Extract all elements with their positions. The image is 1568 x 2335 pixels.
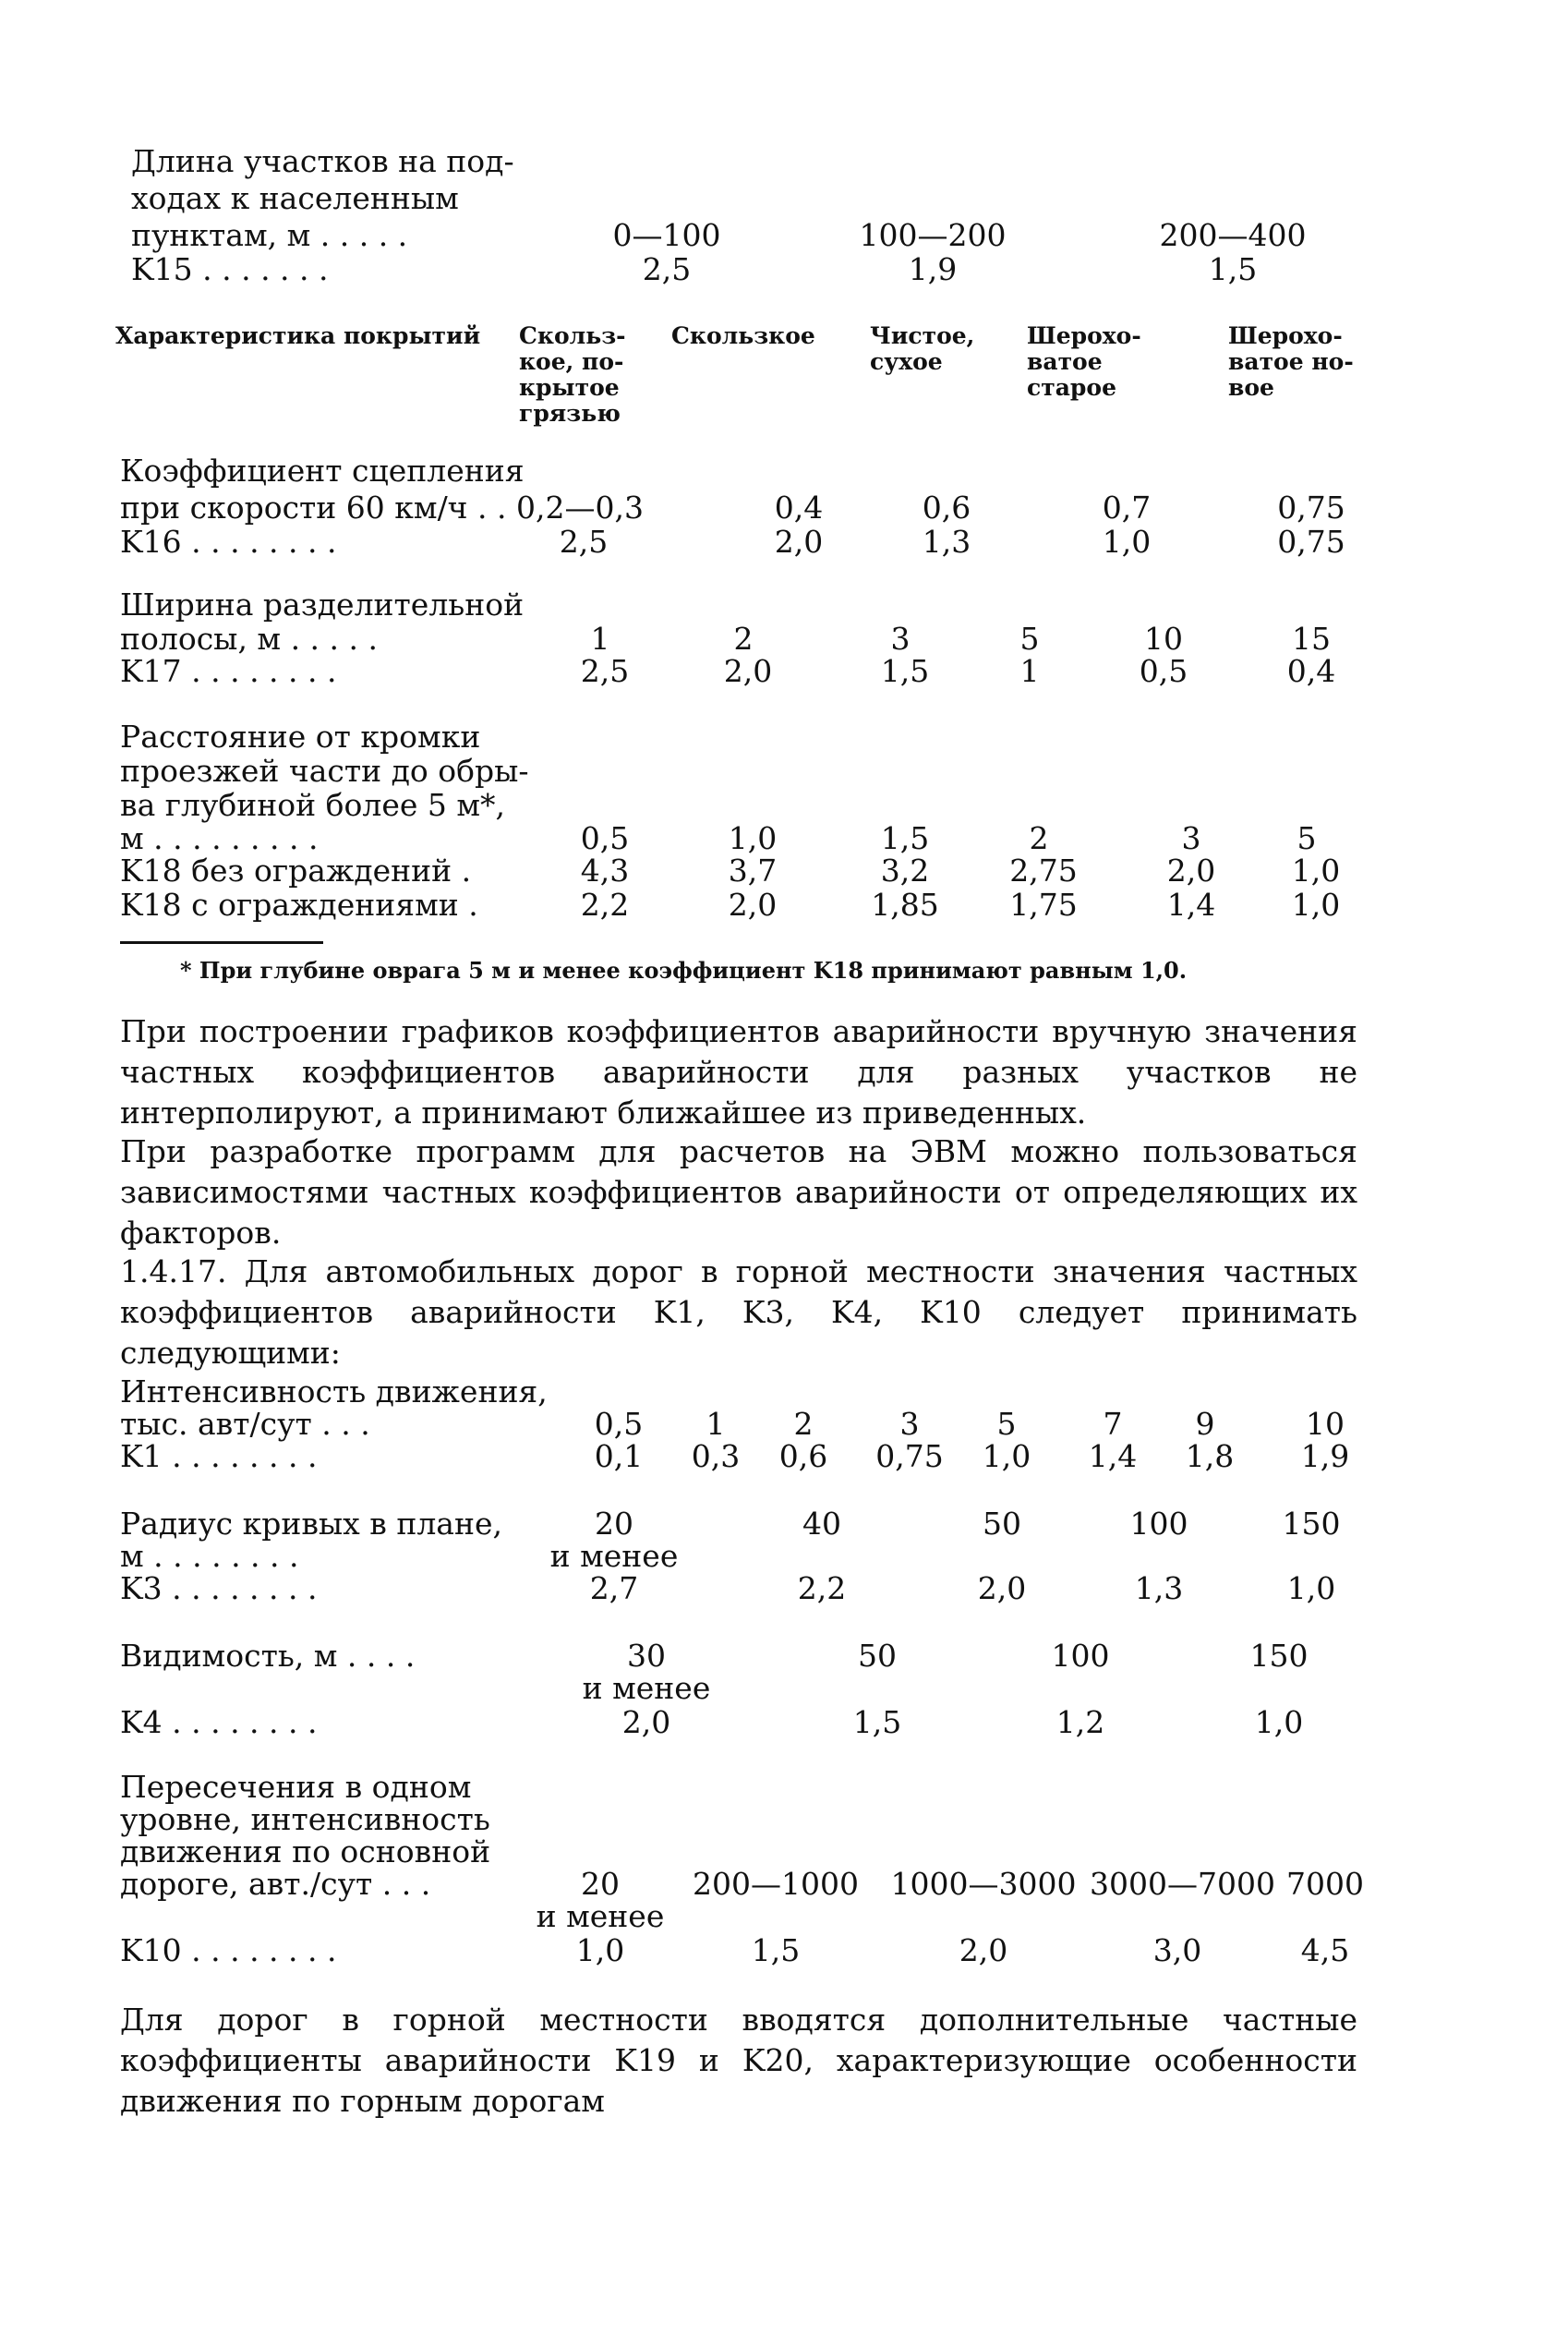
m2-sub: и менее (549, 1538, 679, 1574)
m4-label-3: движения по основной (120, 1833, 491, 1869)
s3-label-3: K17 . . . . . . . . (120, 653, 337, 689)
m3-label-1: Видимость, м . . . . (120, 1638, 416, 1674)
m1-value: 1 (706, 1406, 726, 1442)
s4-label-3: ва глубиной более 5 м*, (120, 787, 506, 823)
s4-dist: 0,5 (580, 820, 630, 856)
s4-dist: 2 (1029, 820, 1049, 856)
m4-k: 1,5 (751, 1932, 801, 1968)
s1-k: 1,5 (1208, 251, 1258, 287)
m2-k: 2,2 (797, 1570, 847, 1606)
m1-value: 9 (1195, 1406, 1215, 1442)
surface-header: Шерохо- ватое но- вое (1228, 322, 1354, 401)
m3-value: 30 (627, 1638, 666, 1674)
footnote: * При глубине оврага 5 м и менее коэффициент K18 принимают равным 1,0. (180, 957, 1188, 984)
s4-k-without: 1,0 (1291, 853, 1341, 889)
m1-label-1: Интенсивность движения, (120, 1373, 548, 1409)
m3-sub: и менее (582, 1670, 711, 1706)
m4-label-2: уровне, интенсивность (120, 1801, 490, 1837)
m2-value: 50 (983, 1506, 1021, 1542)
m4-k: 2,0 (959, 1932, 1008, 1968)
m1-value: 3 (899, 1406, 920, 1442)
s2-label-3: K16 . . . . . . . . (120, 524, 337, 560)
m4-label-1: Пересечения в одном (120, 1769, 472, 1805)
s4-label-4: м . . . . . . . . . (120, 820, 319, 856)
s4-k-without: 3,7 (728, 853, 778, 889)
s3-k: 1 (1019, 653, 1040, 689)
s3-width: 3 (890, 621, 911, 657)
s1-k: 1,9 (908, 251, 958, 287)
s3-label-1: Ширина разделительной (120, 587, 525, 623)
s4-label-2: проезжей части до обры- (120, 753, 529, 789)
s3-k: 0,4 (1286, 653, 1336, 689)
m4-sub: и менее (536, 1898, 665, 1934)
s4-k-with: 2,0 (728, 887, 778, 923)
s2-k: 0,75 (1277, 524, 1345, 560)
s3-k: 1,5 (880, 653, 930, 689)
s1-label-1: Длина участков на под- (131, 143, 514, 179)
s2-k: 2,0 (774, 524, 824, 560)
surface-header: Чистое, сухое (870, 322, 975, 375)
s3-width: 2 (733, 621, 754, 657)
s2-k: 2,5 (559, 524, 609, 560)
s4-k-with: 2,2 (580, 887, 630, 923)
m1-k: 1,0 (982, 1438, 1031, 1474)
m3-value: 50 (858, 1638, 897, 1674)
s4-dist: 1,5 (880, 820, 930, 856)
s4-k-with: 1,85 (871, 887, 939, 923)
m2-value: 40 (802, 1506, 841, 1542)
m1-k: 1,9 (1300, 1438, 1350, 1474)
s4-k-without: 2,0 (1166, 853, 1216, 889)
m1-k: 1,8 (1185, 1438, 1235, 1474)
s1-range: 100—200 (859, 217, 1007, 253)
s4-k-without: 3,2 (880, 853, 930, 889)
m1-value: 10 (1306, 1406, 1345, 1442)
m4-value: 3000—7000 (1090, 1866, 1275, 1902)
s2-coef: 0,75 (1277, 490, 1345, 526)
surface-header: Скользкое (671, 322, 815, 349)
m2-label-2: м . . . . . . . . (120, 1538, 299, 1574)
m3-label-2: K4 . . . . . . . . (120, 1704, 318, 1740)
m4-value: 1000—3000 (890, 1866, 1077, 1902)
m2-label-1: Радиус кривых в плане, (120, 1506, 502, 1542)
paragraph-4: Для дорог в горной местности вводятся дополнительные частные коэффициенты аварийности K19 и K20, характеризующие особенности движения по горным дорогам (120, 2002, 1357, 2119)
m2-k: 2,7 (589, 1570, 639, 1606)
footnote-rule (120, 941, 323, 944)
m1-label-2: тыс. авт/сут . . . (120, 1406, 370, 1442)
paragraph-3: 1.4.17. Для автомобильных дорог в горной местности значения частных коэффициентов аварийности K1, K3, K4, K10 следует принимать следующими: (120, 1253, 1357, 1371)
m1-k: 0,3 (691, 1438, 741, 1474)
s4-dist: 3 (1181, 820, 1201, 856)
m3-value: 150 (1249, 1638, 1309, 1674)
m2-value: 150 (1282, 1506, 1341, 1542)
s1-label-2: ходах к населенным (131, 180, 459, 216)
m2-k: 1,0 (1286, 1570, 1336, 1606)
m3-k: 1,5 (852, 1704, 902, 1740)
surface-header: Шерохо- ватое старое (1027, 322, 1141, 401)
s1-k: 2,5 (642, 251, 692, 287)
s3-width: 5 (1019, 621, 1040, 657)
m1-k: 0,75 (875, 1438, 944, 1474)
s1-label-4: K15 . . . . . . . (131, 251, 329, 287)
s2-coef: 0,7 (1102, 490, 1152, 526)
m2-value: 100 (1129, 1506, 1188, 1542)
s1-label-3: пунктам, м . . . . . (131, 217, 408, 253)
m4-label-4: дороге, авт./сут . . . (120, 1866, 431, 1902)
m1-k: 0,6 (778, 1438, 828, 1474)
s4-dist: 1,0 (728, 820, 778, 856)
s2-coef: 0,6 (922, 490, 971, 526)
m1-k: 0,1 (594, 1438, 644, 1474)
m3-k: 1,0 (1254, 1704, 1304, 1740)
s3-width: 1 (590, 621, 610, 657)
m3-value: 100 (1051, 1638, 1110, 1674)
s4-k-with: 1,75 (1009, 887, 1078, 923)
s1-range: 0—100 (612, 217, 721, 253)
m1-value: 0,5 (594, 1406, 644, 1442)
m3-k: 1,2 (1055, 1704, 1105, 1740)
m4-value: 7000 (1286, 1866, 1364, 1902)
m4-k: 1,0 (575, 1932, 625, 1968)
m2-value: 20 (595, 1506, 633, 1542)
s4-k-without: 2,75 (1009, 853, 1078, 889)
s2-label-1: Коэффициент сцепления (120, 453, 525, 489)
m1-value: 2 (793, 1406, 814, 1442)
s2-k: 1,3 (922, 524, 971, 560)
s2-coef: 0,2—0,3 (516, 490, 644, 526)
paragraph-2: При разработке программ для расчетов на ЭВМ можно пользоваться зависимостями частных коэффициентов аварийности от определяющих их факторов. (120, 1133, 1357, 1251)
m1-k: 1,4 (1088, 1438, 1138, 1474)
s2-k: 1,0 (1102, 524, 1152, 560)
m4-k: 4,5 (1300, 1932, 1350, 1968)
s3-k: 0,5 (1139, 653, 1188, 689)
s4-label-1: Расстояние от кромки (120, 719, 481, 755)
m4-k: 3,0 (1152, 1932, 1202, 1968)
surface-header-label: Характеристика покрытий (115, 322, 481, 349)
s4-label-5: K18 без ограждений . (120, 853, 472, 889)
m2-k: 2,0 (977, 1570, 1027, 1606)
m1-value: 7 (1103, 1406, 1123, 1442)
s3-k: 2,5 (580, 653, 630, 689)
m4-value: 200—1000 (693, 1866, 859, 1902)
surface-header: Скольз- кое, по- крытое грязью (519, 322, 626, 427)
m2-k: 1,3 (1134, 1570, 1184, 1606)
m1-label-3: K1 . . . . . . . . (120, 1438, 318, 1474)
m4-value: 20 (581, 1866, 620, 1902)
s4-k-without: 4,3 (580, 853, 630, 889)
s3-k: 2,0 (723, 653, 773, 689)
s2-label-2: при скорости 60 км/ч . . (120, 490, 507, 526)
s1-range: 200—400 (1159, 217, 1307, 253)
s4-dist: 5 (1297, 820, 1317, 856)
m2-label-3: K3 . . . . . . . . (120, 1570, 318, 1606)
s4-k-with: 1,4 (1166, 887, 1216, 923)
s3-label-2: полосы, м . . . . . (120, 621, 378, 657)
s4-k-with: 1,0 (1291, 887, 1341, 923)
m4-label-5: K10 . . . . . . . . (120, 1932, 337, 1968)
s3-width: 10 (1144, 621, 1183, 657)
paragraph-1: При построении графиков коэффициентов аварийности вручную значения частных коэффициентов аварийности для разных участков не интерполируют, а принимают ближайшее из приведенных. (120, 1013, 1357, 1131)
s2-coef: 0,4 (774, 490, 824, 526)
s4-label-6: K18 с ограждениями . (120, 887, 478, 923)
s3-width: 15 (1292, 621, 1331, 657)
m1-value: 5 (996, 1406, 1017, 1442)
m3-k: 2,0 (621, 1704, 671, 1740)
